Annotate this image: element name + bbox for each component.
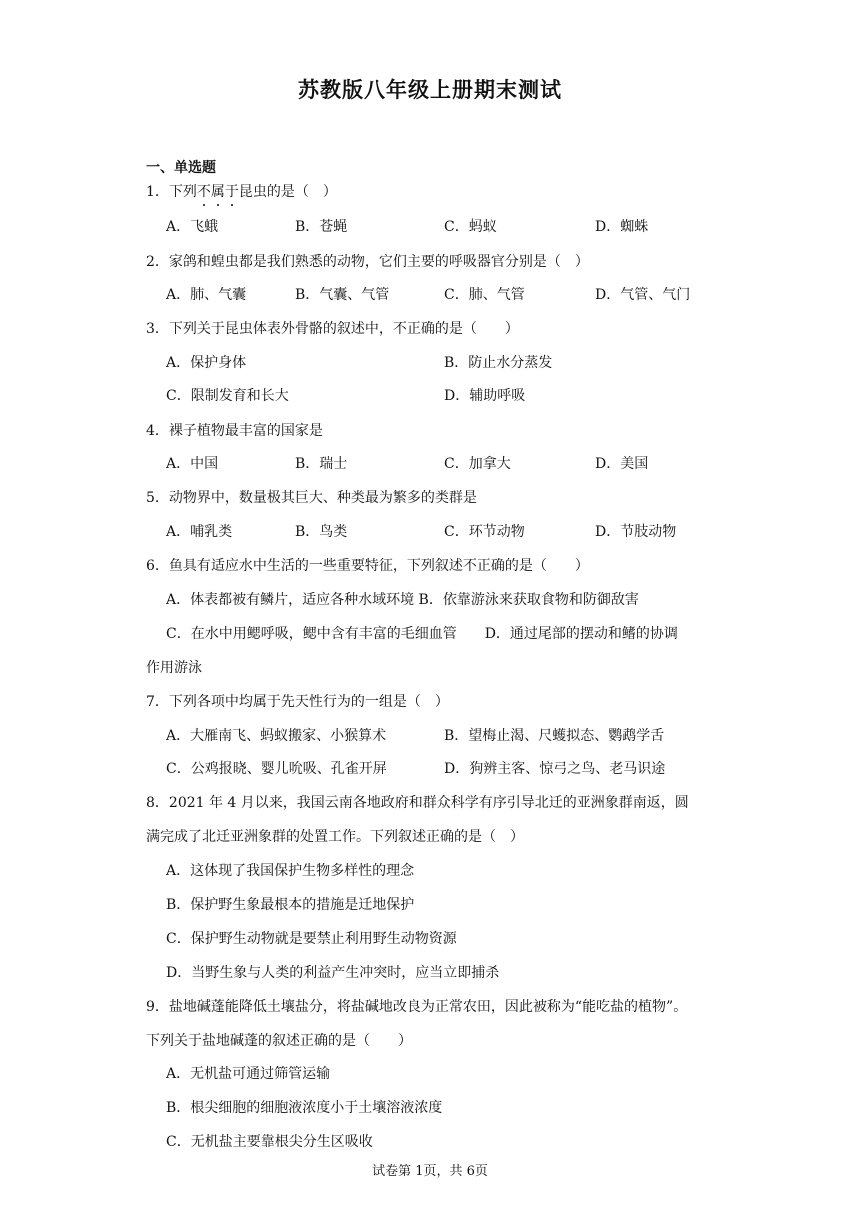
q6-options-cd: C．在水中用鳃呼吸，鳃中含有丰富的毛细血管 D．通过尾部的摆动和鳍的协调 — [166, 626, 678, 642]
q5-option-b: B．鸟类 — [295, 524, 348, 540]
q7-option-d: D．狗辨主客、惊弓之鸟、老马识途 — [444, 761, 666, 777]
q5-option-a: A．哺乳类 — [166, 524, 233, 540]
q8-option-d: D．当野生象与人类的利益产生冲突时，应当立即捕杀 — [166, 965, 500, 981]
q6-options-cd-continued: 作用游泳 — [146, 660, 202, 676]
q9-option-c: C．无机盐主要靠根尖分生区吸收 — [166, 1134, 373, 1150]
section-heading: 一、单选题 — [146, 160, 216, 176]
q4-option-d: D．美国 — [595, 456, 649, 472]
q3-option-d: D．辅助呼吸 — [444, 388, 526, 404]
q1-option-b: B．苍蝇 — [295, 219, 348, 235]
q2-option-d: D．气管、气门 — [595, 287, 691, 303]
q4-option-a: A．中国 — [166, 456, 219, 472]
q8-option-b: B．保护野生象最根本的措施是迁地保护 — [166, 897, 415, 913]
q2-option-c: C．肺、气管 — [444, 287, 525, 303]
question-3: 3．下列关于昆虫体表外骨骼的叙述中，不正确的是（ ） — [146, 321, 519, 337]
page-footer: 试卷第 1页，共 6页 — [372, 1164, 488, 1179]
question-8-line-2: 满完成了北迁亚洲象群的处置工作。下列叙述正确的是（ ） — [146, 829, 524, 845]
question-1: 1．下列不 属 于 昆虫的是（ ） — [146, 182, 337, 202]
question-9-line-2: 下列关于盐地碱蓬的叙述正确的是（ ） — [146, 1033, 412, 1049]
q1-option-d: D．蜘蛛 — [595, 219, 649, 235]
q8-option-a: A．这体现了我国保护生物多样性的理念 — [166, 863, 415, 879]
question-8-line-1: 8．2021 年 4 月以来，我国云南各地政府和群众科学有序引导北迁的亚洲象群南返，圆 — [146, 795, 689, 811]
q9-option-b: B．根尖细胞的细胞液浓度小于土壤溶液浓度 — [166, 1100, 443, 1116]
q2-option-a: A．肺、气囊 — [166, 287, 247, 303]
page-title: 苏教版八年级上册期末测试 — [298, 77, 562, 102]
q7-option-a: A．大雁南飞、蚂蚁搬家、小猴算术 — [166, 728, 387, 744]
q6-options-ab: A．体表都被有鳞片，适应各种水域环境 B．依靠游泳来获取食物和防御敌害 — [166, 592, 639, 608]
q1-option-c: C．蚂蚁 — [444, 219, 497, 235]
question-9-line-1: 9．盐地碱蓬能降低土壤盐分，将盐碱地改良为正常农田，因此被称为“能吃盐的植物”。 — [146, 999, 688, 1015]
q5-option-c: C．环节动物 — [444, 524, 525, 540]
q9-option-a: A．无机盐可通过筛管运输 — [166, 1066, 331, 1082]
q3-option-c: C．限制发育和长大 — [166, 388, 289, 404]
q3-option-a: A．保护身体 — [166, 355, 247, 371]
q8-option-c: C．保护野生动物就是要禁止利用野生动物资源 — [166, 931, 457, 947]
q3-option-b: B．防止水分蒸发 — [444, 355, 553, 371]
q5-option-d: D．节肢动物 — [595, 524, 677, 540]
q7-option-c: C．公鸡报晓、婴儿吮吸、孔雀开屏 — [166, 761, 387, 777]
q4-option-b: B．瑞士 — [295, 456, 348, 472]
question-6: 6．鱼具有适应水中生活的一些重要特征，下列叙述不正确的是（ ） — [146, 558, 589, 574]
question-5: 5．动物界中，数量极其巨大、种类最为繁多的类群是 — [146, 490, 477, 506]
q1-option-a: A．飞蛾 — [166, 219, 219, 235]
q4-option-c: C．加拿大 — [444, 456, 511, 472]
q7-option-b: B．望梅止渴、尺蠖拟态、鹦鹉学舌 — [444, 728, 665, 744]
question-7: 7．下列各项中均属于先天性行为的一组是（ ） — [146, 694, 449, 710]
question-2: 2．家鸽和蝗虫都是我们熟悉的动物，它们主要的呼吸器官分别是（ ） — [146, 254, 589, 270]
q2-option-b: B．气囊、气管 — [295, 287, 390, 303]
question-4: 4．裸子植物最丰富的国家是 — [146, 423, 323, 439]
